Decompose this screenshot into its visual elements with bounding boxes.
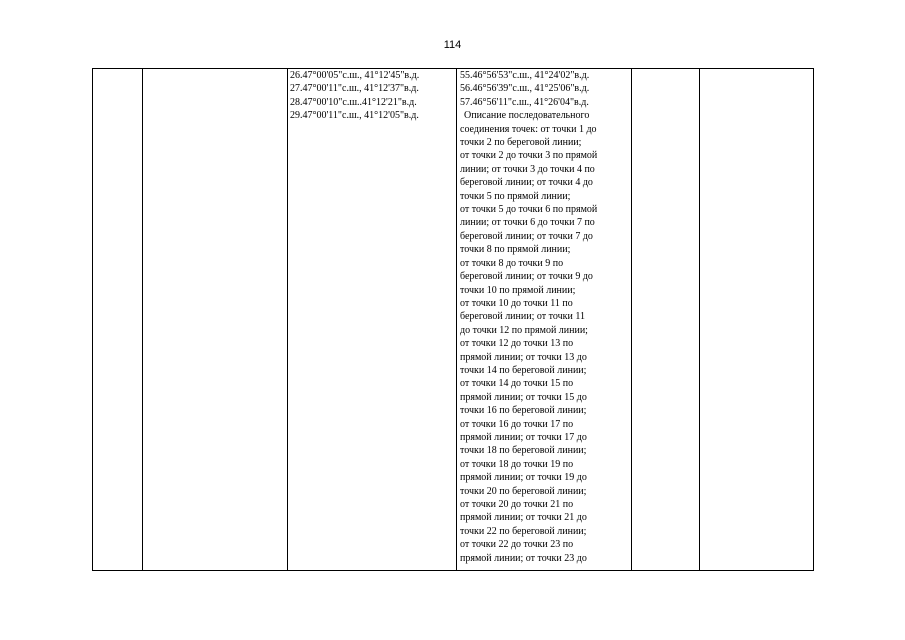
- description-line: от точки 18 до точки 19 по: [460, 458, 574, 470]
- table-cell-col5: [632, 69, 700, 571]
- description-line: точки 10 по прямой линии;: [460, 284, 576, 296]
- table-cell-coordinates-description: [457, 69, 632, 571]
- description-line: береговой линии; от точки 9 до: [460, 271, 593, 283]
- description-line: точки 20 по береговой линии;: [460, 485, 587, 497]
- description-line: прямой линии; от точки 23 до: [460, 552, 587, 564]
- description-line: от точки 12 до точки 13 по: [460, 338, 574, 350]
- description-line: Описание последовательного: [464, 110, 590, 122]
- table-cell-col1: [93, 69, 143, 571]
- description-line: береговой линии; от точки 4 до: [460, 177, 593, 189]
- description-line: точки 18 по береговой линии;: [460, 445, 587, 457]
- description-line: прямой линии; от точки 19 до: [460, 472, 587, 484]
- description-line: прямой линии; от точки 13 до: [460, 351, 587, 363]
- description-line: береговой линии; от точки 11: [460, 311, 585, 323]
- table-cell-col2: [143, 69, 288, 571]
- description-line: точки 14 по береговой линии;: [460, 364, 587, 376]
- coordinate-line: 56.46°56'39"с.ш., 41°25'06"в.д.: [460, 83, 590, 95]
- description-line: от точки 20 до точки 21 по: [460, 499, 574, 510]
- coordinate-line: 57.46°56'11"с.ш., 41°26'04"в.д.: [460, 96, 589, 108]
- coordinate-line: 27.47°00'11"с.ш., 41°12'37"в.д.: [290, 83, 419, 95]
- connection-description: [460, 109, 631, 565]
- description-line: береговой линии; от точки 7 до: [460, 230, 593, 242]
- document-table: [92, 68, 814, 571]
- description-line: от точки 8 до точки 9 по: [460, 257, 564, 269]
- description-line: до точки 12 по прямой линии;: [460, 324, 588, 336]
- description-line: от точки 22 до точки 23 по: [460, 539, 574, 551]
- description-line: от точки 5 до точки 6 по прямой: [460, 204, 598, 216]
- description-line: линии; от точки 6 до точки 7 по: [460, 217, 595, 229]
- table-cell-col6: [700, 69, 814, 571]
- description-line: от точки 2 до точки 3 по прямой: [460, 150, 598, 162]
- table-row: [93, 69, 814, 571]
- table-cell-coordinates: [288, 69, 457, 571]
- description-line: от точки 16 до точки 17 по: [460, 418, 574, 430]
- coordinate-line: 29.47°00'11"с.ш., 41°12'05"в.д.: [290, 110, 419, 122]
- coordinate-line: 55.46°56'53"с.ш., 41°24'02"в.д.: [460, 70, 590, 81]
- coordinate-line: 26.47°00'05"с.ш., 41°12'45"в.д.: [290, 70, 420, 81]
- description-line: точки 5 по прямой линии;: [460, 190, 571, 202]
- description-line: соединения точек: от точки 1 до: [460, 123, 597, 135]
- description-line: прямой линии; от точки 17 до: [460, 431, 587, 443]
- description-line: точки 22 по береговой линии;: [460, 525, 587, 537]
- description-line: прямой линии; от точки 15 до: [460, 391, 587, 403]
- description-line: точки 16 по береговой линии;: [460, 405, 587, 417]
- description-line: от точки 14 до точки 15 по: [460, 378, 574, 390]
- description-line: от точки 10 до точки 11 по: [460, 297, 573, 309]
- description-line: линии; от точки 3 до точки 4 по: [460, 163, 595, 175]
- description-line: точки 2 по береговой линии;: [460, 137, 582, 149]
- description-line: прямой линии; от точки 21 до: [460, 512, 587, 524]
- page-number: 114: [443, 39, 462, 51]
- description-line: точки 8 по прямой линии;: [460, 244, 571, 256]
- coordinate-line: 28.47°00'10"с.ш..41°12'21"в.д.: [290, 96, 417, 108]
